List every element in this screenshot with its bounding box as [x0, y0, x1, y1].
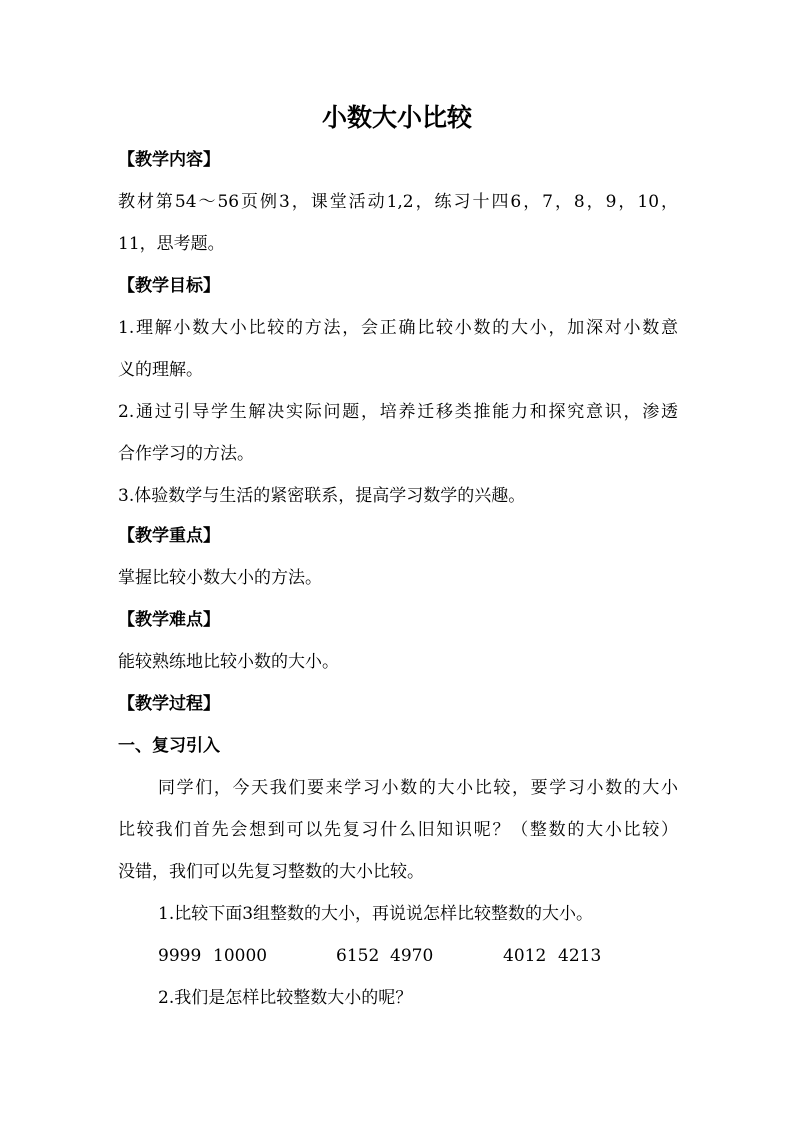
content-text-line-2: 11，思考题。: [118, 234, 225, 254]
paragraph-1-line-2: 比较我们首先会想到可以先复习什么旧知识呢？（整数的大小比较）: [118, 820, 678, 840]
goal-1-line-1: 1.理解小数大小比较的方法，会正确比较小数的大小，加深对小数意: [118, 318, 678, 338]
part-1-heading: 一、复习引入: [118, 736, 220, 756]
key-points-text: 掌握比较小数大小的方法。: [118, 568, 322, 588]
pair-1-a: 9999: [158, 946, 202, 966]
heading-teaching-process: 【教学过程】: [118, 694, 220, 714]
integer-pairs-row: [158, 944, 678, 968]
goal-1-line-2: 义的理解。: [118, 360, 203, 380]
pair-3-b: 4213: [558, 946, 602, 966]
heading-teaching-goals: 【教学目标】: [118, 276, 220, 296]
goal-3: 3.体验数学与生活的紧密联系，提高学习数学的兴趣。: [118, 486, 526, 506]
paragraph-1-line-1: 同学们，今天我们要来学习小数的大小比较，要学习小数的大小: [158, 778, 678, 798]
goal-2-line-1: 2.通过引导学生解决实际问题，培养迁移类推能力和探究意识，渗透: [118, 402, 678, 422]
heading-teaching-content: 【教学内容】: [118, 150, 220, 170]
paragraph-1-line-3: 没错，我们可以先复习整数的大小比较。: [118, 862, 424, 882]
exercise-item-1: 1.比较下面3组整数的大小，再说说怎样比较整数的大小。: [158, 904, 594, 924]
goal-2-line-2: 合作学习的方法。: [118, 444, 254, 464]
pair-3-a: 4012: [503, 946, 547, 966]
exercise-item-2: 2.我们是怎样比较整数大小的呢？: [158, 988, 413, 1008]
heading-key-points: 【教学重点】: [118, 526, 220, 546]
pair-2-b: 4970: [390, 946, 434, 966]
pair-2-a: 6152: [336, 946, 380, 966]
page-title: 小数大小比较: [321, 103, 472, 132]
difficulties-text: 能较熟练地比较小数的大小。: [118, 652, 339, 672]
heading-difficulties: 【教学难点】: [118, 610, 220, 630]
pair-1-b: 10000: [213, 946, 268, 966]
content-text-line-1: 教材第54～56页例3，课堂活动1,2，练习十四6，7，8，9，10，: [118, 192, 678, 212]
